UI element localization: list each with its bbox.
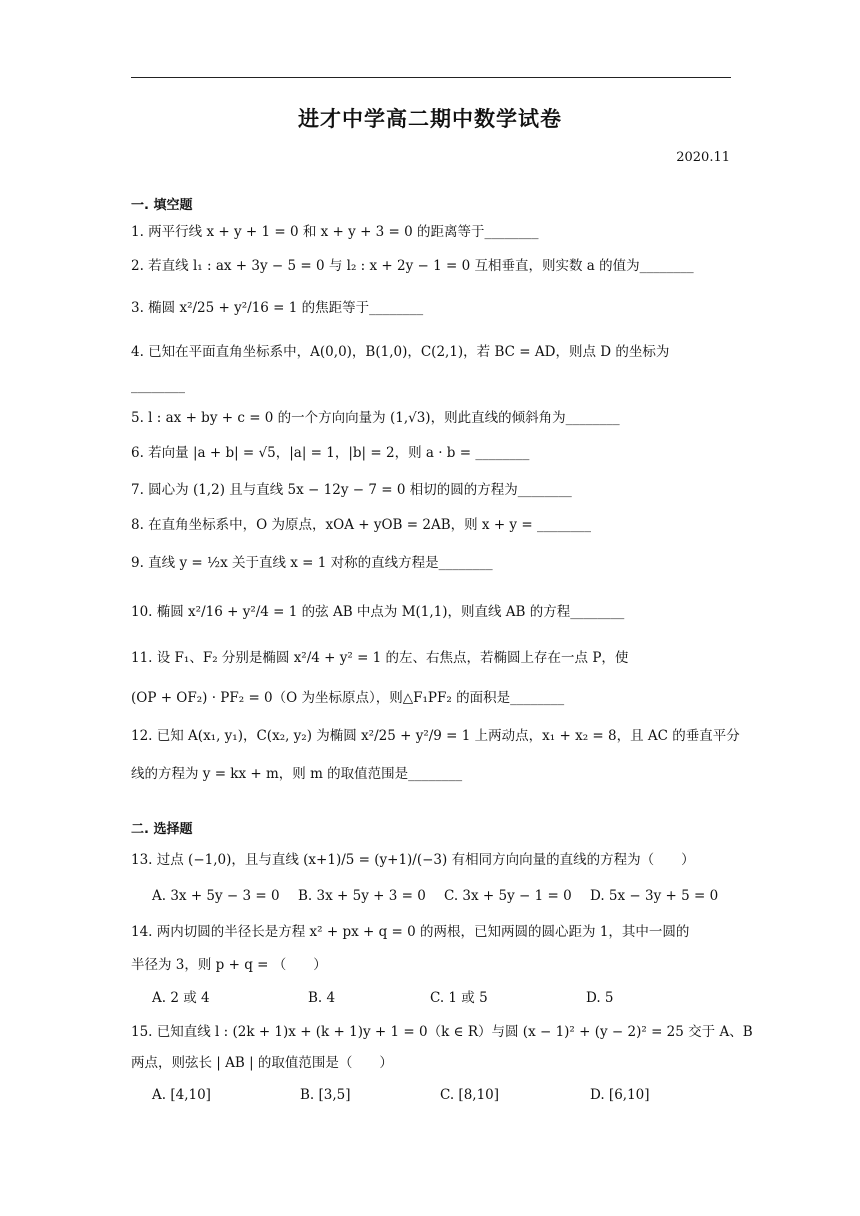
- question-4-cont: ________: [131, 378, 185, 394]
- question-13-options: [152, 886, 732, 906]
- question-3: 3. 椭圆 x²/25 + y²/16 = 1 的焦距等于________: [131, 300, 424, 316]
- question-12-cont: 线的方程为 y = kx + m，则 m 的取值范围是________: [131, 766, 463, 782]
- question-5: 5. l : ax + by + c = 0 的一个方向向量为 (1,√3)，则此直线的倾斜角为________: [131, 410, 620, 426]
- option-c: C. [8,10]: [440, 1087, 500, 1103]
- question-13: 13. 过点 (−1,0)，且与直线 (x+1)/5 = (y+1)/(−3) 有相同方向向量的直线的方程为（ ）: [131, 852, 695, 868]
- question-8: 8. 在直角坐标系中，O 为原点，xOA + yOB = 2AB，则 x + y = ________: [131, 517, 591, 533]
- option-a: A. 2 或 4: [152, 990, 210, 1006]
- question-6: 6. 若向量 |a + b| = √5，|a| = 1，|b| = 2，则 a · b = ________: [131, 445, 530, 461]
- section-multiple-choice: 二. 选择题: [131, 822, 193, 837]
- option-b: B. 4: [308, 990, 336, 1006]
- question-4: 4. 已知在平面直角坐标系中，A(0,0)，B(1,0)，C(2,1)，若 BC = AD，则点 D 的坐标为: [131, 344, 670, 360]
- question-15: 15. 已知直线 l : (2k + 1)x + (k + 1)y + 1 = 0（k ∈ R）与圆 (x − 1)² + (y − 2)² = 25 交于 A、B: [131, 1024, 753, 1040]
- option-a: A. [4,10]: [152, 1087, 211, 1103]
- question-14-cont: 半径为 3，则 p + q = （ ）: [131, 957, 327, 973]
- question-15-options: [152, 1085, 732, 1105]
- question-12: 12. 已知 A(x₁, y₁)，C(x₂, y₂) 为椭圆 x²/25 + y²/9 = 1 上两动点，x₁ + x₂ = 8，且 AC 的垂直平分: [131, 728, 740, 744]
- option-d: D. [6,10]: [590, 1087, 650, 1103]
- header-rule: [131, 77, 731, 78]
- question-15-cont: 两点，则弦长 | AB | 的取值范围是（ ）: [131, 1055, 393, 1071]
- option-a: A. 3x + 5y − 3 = 0: [152, 888, 280, 904]
- option-d: D. 5: [586, 990, 614, 1006]
- option-c: C. 1 或 5: [430, 990, 488, 1006]
- question-9: 9. 直线 y = ½x 关于直线 x = 1 对称的直线方程是________: [131, 555, 493, 571]
- question-1: 1. 两平行线 x + y + 1 = 0 和 x + y + 3 = 0 的距离等于________: [131, 224, 539, 240]
- section-fill-in: 一. 填空题: [131, 198, 193, 213]
- option-b: B. 3x + 5y + 3 = 0: [298, 888, 426, 904]
- page-title: 进才中学高二期中数学试卷: [298, 107, 562, 131]
- question-10: 10. 椭圆 x²/16 + y²/4 = 1 的弦 AB 中点为 M(1,1)，则直线 AB 的方程________: [131, 604, 625, 620]
- question-11: 11. 设 F₁、F₂ 分别是椭圆 x²/4 + y² = 1 的左、右焦点，若椭圆上存在一点 P，使: [131, 650, 629, 666]
- question-14: 14. 两内切圆的半径长是方程 x² + px + q = 0 的两根，已知两圆的圆心距为 1，其中一圆的: [131, 924, 690, 940]
- question-2: 2. 若直线 l₁ : ax + 3y − 5 = 0 与 l₂ : x + 2y − 1 = 0 互相垂直，则实数 a 的值为________: [131, 258, 694, 274]
- option-c: C. 3x + 5y − 1 = 0: [444, 888, 572, 904]
- question-11-cont: (OP + OF₂) · PF₂ = 0（O 为坐标原点），则△F₁PF₂ 的面积是________: [131, 690, 565, 706]
- exam-date: 2020.11: [676, 150, 730, 165]
- question-14-options: [152, 988, 732, 1008]
- option-b: B. [3,5]: [300, 1087, 351, 1103]
- question-7: 7. 圆心为 (1,2) 且与直线 5x − 12y − 7 = 0 相切的圆的方程为________: [131, 482, 572, 498]
- option-d: D. 5x − 3y + 5 = 0: [590, 888, 719, 904]
